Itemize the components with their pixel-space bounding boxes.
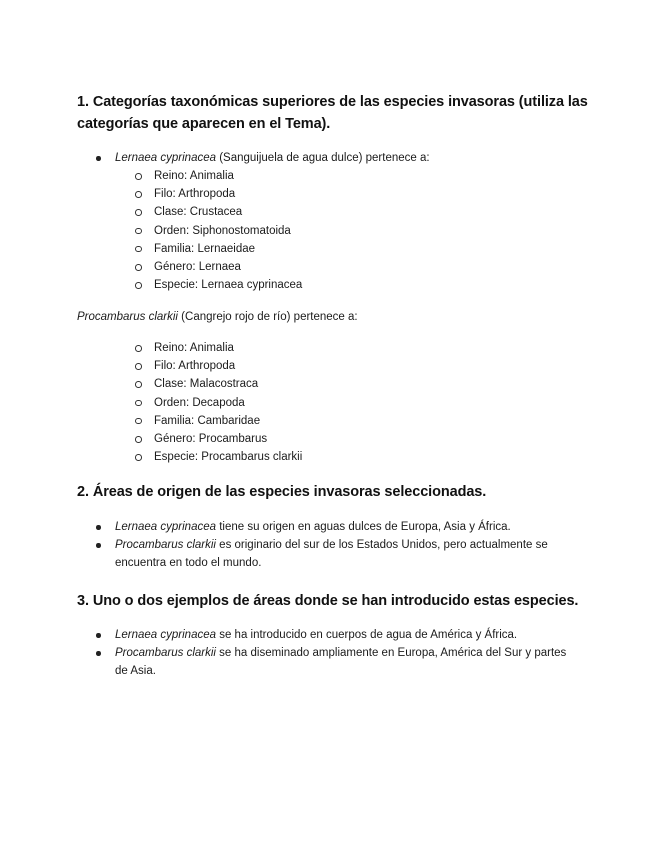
rank-text: Reino: Animalia <box>154 342 234 354</box>
species-2-intro-paragraph <box>77 308 358 326</box>
circle-bullet-icon <box>135 191 142 198</box>
rank-item <box>135 375 435 393</box>
species-1-ranks <box>135 167 435 294</box>
rank-text: Género: Lernaea <box>154 261 241 274</box>
circle-bullet-icon <box>135 246 142 253</box>
species-intro: (Cangrejo rojo de río) pertenece a: <box>177 311 358 323</box>
rank-text: Especie: Lernaea cyprinacea <box>154 279 303 292</box>
circle-bullet-icon <box>135 363 142 370</box>
list-item <box>92 149 582 167</box>
species-name: Lernaea cyprinacea <box>115 629 217 641</box>
list-item <box>92 536 582 572</box>
circle-bullet-icon <box>135 436 142 443</box>
species-name: Lernaea cyprinacea <box>115 152 217 164</box>
introduction-bullet-list <box>92 626 582 681</box>
circle-bullet-icon <box>135 418 142 425</box>
species-2-ranks <box>135 339 435 466</box>
rank-text: Género: Procambarus <box>154 433 268 446</box>
rank-text: Reino: Animalia <box>154 170 234 182</box>
circle-bullet-icon <box>135 345 142 352</box>
bullet-icon <box>96 543 101 548</box>
item-text: tiene su origen en aguas dulces de Europa, Asia y África. <box>216 521 511 533</box>
rank-item <box>135 448 435 466</box>
list-item <box>92 626 582 644</box>
bullet-icon <box>96 633 101 638</box>
rank-text: Familia: Cambaridae <box>154 414 261 427</box>
rank-text: Filo: Arthropoda <box>154 188 236 201</box>
bullet-icon <box>96 651 101 656</box>
section-1-heading: 1. Categorías taxonómicas superiores de las especies invasoras (utiliza las categorías que aparecen en el Tema). <box>77 94 588 132</box>
circle-bullet-icon <box>135 381 142 388</box>
circle-bullet-icon <box>135 454 142 461</box>
rank-item <box>135 412 435 430</box>
item-text: es originario del sur de los Estados Unidos, pero actualmente se encuentra en todo el mundo. <box>115 539 548 570</box>
species-1-bullet-list <box>92 149 582 167</box>
species-name: Lernaea cyprinacea <box>115 521 217 533</box>
rank-item <box>135 258 435 276</box>
rank-text: Clase: Malacostraca <box>154 378 259 391</box>
list-item <box>92 644 582 680</box>
rank-item <box>135 185 435 203</box>
species-intro: (Sanguijuela de agua dulce) pertenece a: <box>216 152 430 164</box>
species-name: Procambarus clarkii <box>115 539 216 552</box>
species-name: Procambarus clarkii <box>77 311 178 323</box>
item-text: se ha diseminado ampliamente en Europa, América del Sur y partes de Asia. <box>115 647 567 678</box>
circle-bullet-icon <box>135 209 142 216</box>
circle-bullet-icon <box>135 264 142 271</box>
rank-item <box>135 222 435 240</box>
section-3-heading: 3. Uno o dos ejemplos de áreas donde se han introducido estas especies. <box>77 593 579 609</box>
rank-item <box>135 276 435 294</box>
circle-bullet-icon <box>135 400 142 407</box>
rank-text: Orden: Siphonostomatoida <box>154 224 291 237</box>
rank-text: Familia: Lernaeidae <box>154 242 256 255</box>
rank-item <box>135 394 435 412</box>
list-item <box>92 518 582 536</box>
item-text: se ha introducido en cuerpos de agua de América y África. <box>216 629 518 641</box>
bullet-icon <box>96 156 101 161</box>
rank-text: Especie: Procambarus clarkii <box>154 451 303 464</box>
rank-text: Filo: Arthropoda <box>154 360 236 373</box>
circle-bullet-icon <box>135 228 142 235</box>
origin-bullet-list <box>92 518 582 573</box>
rank-item <box>135 430 435 448</box>
rank-text: Orden: Decapoda <box>154 396 245 409</box>
section-2-heading: 2. Áreas de origen de las especies invasoras seleccionadas. <box>77 484 487 500</box>
rank-item <box>135 357 435 375</box>
circle-bullet-icon <box>135 282 142 289</box>
bullet-icon <box>96 525 101 530</box>
species-name: Procambarus clarkii <box>115 647 216 660</box>
rank-text: Clase: Crustacea <box>154 206 243 219</box>
rank-item <box>135 240 435 258</box>
rank-item <box>135 167 435 185</box>
rank-item <box>135 203 435 221</box>
circle-bullet-icon <box>135 173 142 180</box>
rank-item <box>135 339 435 357</box>
